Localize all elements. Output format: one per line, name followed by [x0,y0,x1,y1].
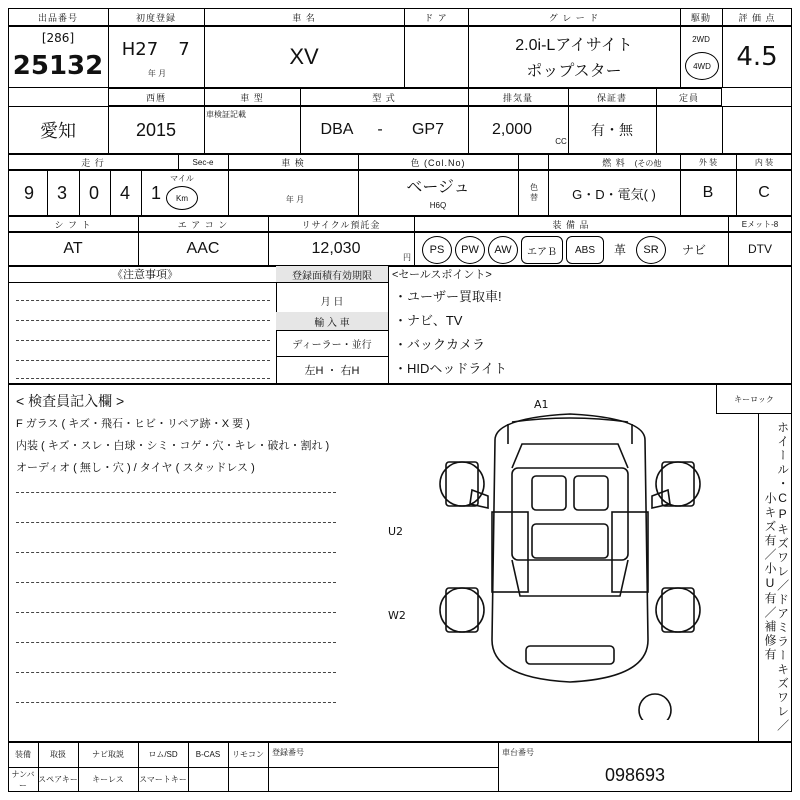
inspection-line-2: オーディオ ( 無し・穴 ) / タイヤ ( スタッドレス ) [16,462,255,474]
note-dash-2 [16,320,270,321]
footer-item-keyless: キーレス [92,775,124,784]
option-sr: SR [636,236,666,264]
inspection-line-1: 内装 ( キズ・スレ・白球・シミ・コゲ・穴・キレ・破れ・割れ ) [16,440,330,452]
option-aw: AW [488,236,518,264]
drive-4wd: 4WD [685,52,719,80]
displacement-value: 2,000 [491,121,533,138]
label-rating: 評 価 点 [738,12,776,23]
reg-valid-sep [276,282,388,283]
grade-line1: 2.0i-Lアイサイト [515,36,633,54]
option-ps: PS [422,236,452,264]
reg-valid-date: 月 日 [320,296,344,308]
mileage-digit-2: 0 [88,182,99,203]
fuel-other-label: (その他 [634,158,662,168]
grade-line2: ポップスター [526,62,622,80]
note-dash-4 [16,360,270,361]
first-reg-value: H27 [121,38,159,60]
label-body: 車 型 [240,92,264,103]
sep-v3 [404,26,405,88]
insp-dash-6 [16,642,336,643]
option-airbag: エアＢ [521,236,563,264]
sales-point-0: ・ユーザー買取車! [394,288,502,304]
footer-sep6 [268,742,269,792]
sales-point-1: ・ナビ、TV [394,312,463,328]
label-color: 色 (Col.No) [410,157,466,168]
mileage-digit-3: 4 [119,182,130,203]
year-value: 2015 [135,119,177,140]
ext-value: B [702,184,714,201]
displacement-unit-cc: CC [555,136,567,146]
note-dash-1 [16,300,270,301]
label-inspection: 車 検 [281,157,305,168]
caution-title: 《注意事項》 [112,269,178,281]
aircon-value: AAC [186,240,220,257]
model-dash: - [377,121,383,138]
note-dash-5 [16,378,270,379]
color-no: H6Q [429,200,447,210]
import-title: 輸 入 車 [276,312,388,330]
region-value: 愛知 [40,121,76,141]
label-int: 内 装 [754,157,774,167]
sep-r2v3 [300,106,301,154]
footer-item-smartkey: スマートキー [139,775,187,784]
footer-sep7 [498,742,499,792]
footer-chassis-label: 車台番号 [502,747,534,757]
diagram-mark-a1: A1 [534,398,549,411]
mileage-unit-mile: マイル [170,173,194,183]
inspection-line-0: F ガラス ( キズ・飛石・ヒビ・リペア跡・X 要 ) [16,418,250,430]
diagram-mark-w2: W2 [388,609,406,622]
first-reg-month: 7 [178,38,190,60]
handle-line: 左H ・ 右H [304,365,360,377]
keylock-label: キーロック [734,394,774,404]
option-navi: ナビ [681,242,706,257]
color-value: ベージュ [406,178,470,196]
mileage-digit-0: 9 [23,182,34,203]
label-year: 西暦 [145,92,166,103]
note-dash-3 [16,340,270,341]
sep-r2v2 [204,106,205,154]
label-door: ド ア [424,12,448,23]
sales-point-2: ・バックカメラ [394,336,486,352]
mileage-unit-km: Km [166,186,198,210]
dealer-line: ディーラー・並行 [292,339,372,351]
label-shift: シ フ ト [54,219,92,230]
label-first-reg: 初度登録 [135,12,176,23]
exhibit-bracket: [286] [41,31,75,45]
insp-dash-5 [16,612,336,613]
label-fuel: 燃 料 [602,157,626,168]
color-change-label: 色 替 [530,183,538,202]
label-drive: 駆動 [690,12,711,23]
footer-col1-bottom: ナンバー [11,769,35,790]
label-displacement: 排気量 [502,92,533,103]
model-prefix: DBA [320,121,354,138]
footer-col1-top: 装備 [15,750,31,759]
fuel-value: G・D・電気( ) [572,186,656,202]
label-car-name: 車 名 [292,12,316,23]
footer-item-remote: リモコン [232,750,264,759]
footer-item-navi: ナビ取説 [92,750,124,759]
footer-chassis-value: 098693 [604,764,666,785]
shift-value: AT [63,240,83,257]
inspection-sub: 年 月 [285,194,305,204]
sep-v5 [680,26,681,88]
footer-item-rom: ロム/SD [148,750,178,759]
rating-value: 4.5 [736,42,778,72]
recycle-value: 12,030 [311,240,361,257]
first-reg-sub: 年 月 [147,68,167,78]
option-abs: ABS [566,236,604,264]
insp-dash-1 [16,492,336,493]
warranty-value: 有・無 [591,122,633,138]
sep-v1 [108,26,109,88]
label-seats: 定員 [678,92,699,103]
car-diagram [400,400,740,720]
sep-r3v3 [518,170,519,216]
insp-dash-2 [16,522,336,523]
label-scale: Sec-e [192,157,214,167]
car-name-value: XV [289,44,319,69]
drive-2wd: 2WD [692,34,710,44]
insp-dash-4 [16,582,336,583]
label-exhibit-no: 出品番号 [37,12,78,23]
label-mileage: 走 行 [81,157,105,168]
sales-title: <セールスポイント> [392,269,492,281]
notes-sep2 [388,266,389,384]
caution-underline [8,282,276,283]
sep-r2v7 [722,106,723,154]
insp-dash-8 [16,702,336,703]
body-sub-label: 車検証記載 [206,109,246,119]
option-leather: 革 [613,242,626,257]
label-grade: グ レ ー ド [548,12,600,23]
int-value: C [758,184,770,201]
sep-r2v6 [656,106,657,154]
recycle-yen: 円 [403,252,411,262]
mileage-digit-1: 3 [56,182,67,203]
label-aircon: エ ア コ ン [177,219,229,230]
insp-dash-3 [16,552,336,553]
sep-r3v1 [228,170,229,216]
insp-dash-7 [16,672,336,673]
option-dtv: DTV [748,242,772,256]
reg-valid-title: 登録面積有効期限 [276,266,388,282]
footer-col2-bottom: スペアキー [38,775,78,784]
sep-r4v3 [414,232,415,266]
mileage-digit-4: 1 [150,182,161,203]
option-pw: PW [455,236,485,264]
label-ext: 外 装 [698,157,718,167]
sales-point-3: ・HIDヘッドライト [394,360,507,376]
right-vertical-note: ホイール・CPキズワレ／ドアミラーキズワレ／小キズ有／小U有／補修有 [763,421,790,733]
label-recycle: リサイクル預託金 [301,219,381,230]
sep-r3d [518,154,519,170]
footer-col2-top: 取扱 [50,750,66,759]
footer-item-bcas: B-CAS [195,750,221,759]
exhibit-no-value: 25132 [12,51,104,81]
label-equipment: 装 備 品 [552,219,590,230]
label-warranty: 保証書 [596,92,627,103]
diagram-mark-u2: U2 [388,525,404,538]
inspection-title: < 検査員記入欄 > [16,393,125,409]
label-model: 型 式 [372,92,396,103]
label-mode: Eメット-8 [741,219,779,229]
footer-reg-no-label: 登録番号 [272,747,304,757]
model-value: GP7 [411,121,444,138]
